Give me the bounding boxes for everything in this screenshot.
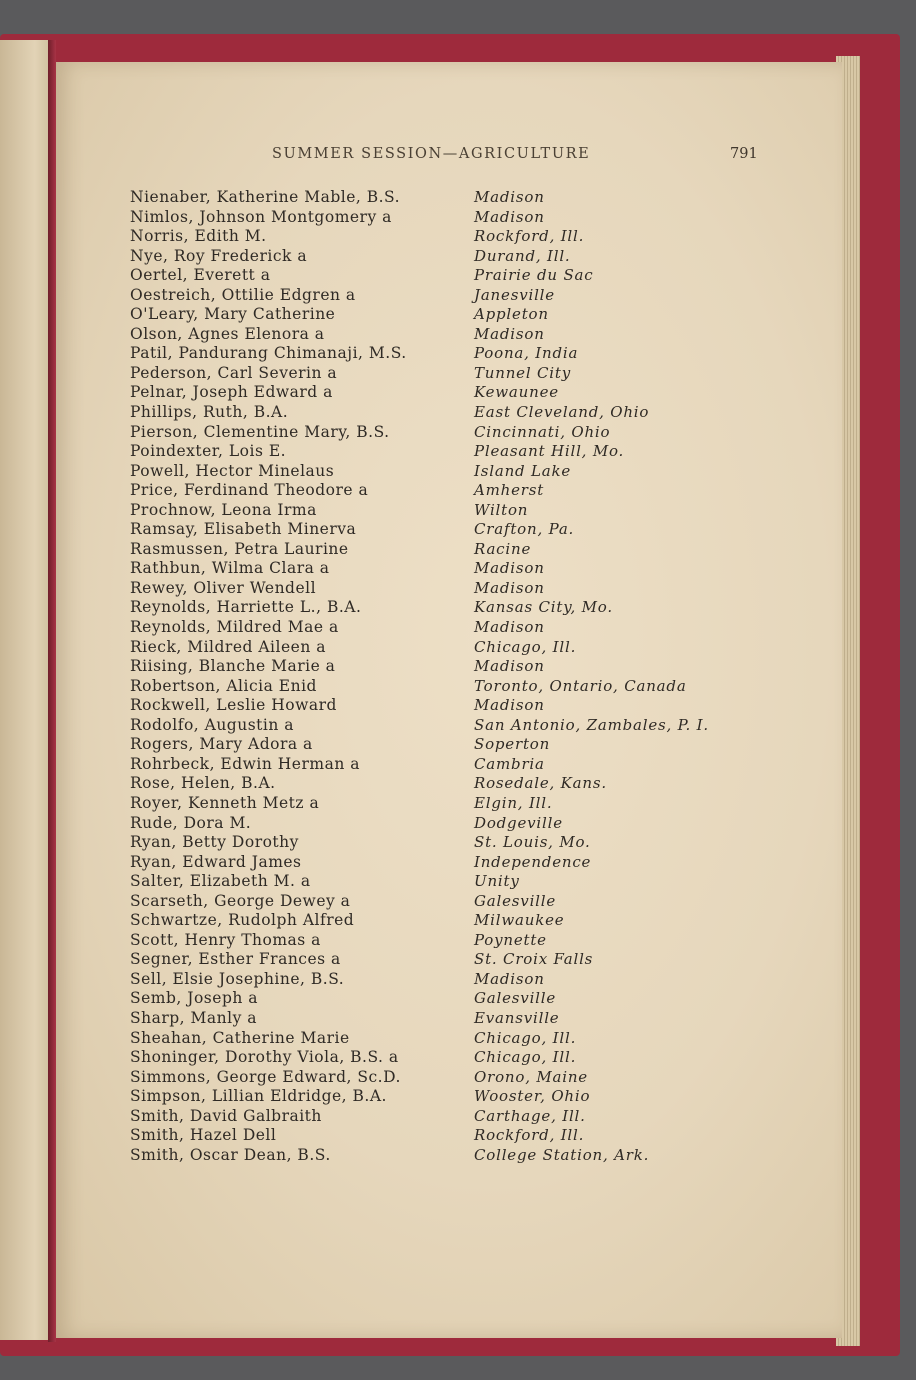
list-item [130,774,770,794]
student-name: Pierson, Clementine Mary, B.S. [130,422,390,441]
student-hometown: Wooster, Ohio [474,1087,591,1106]
student-name: Rodolfo, Augustin a [130,715,295,734]
student-hometown: Madison [474,618,545,637]
student-name: Nye, Roy Frederick a [130,246,308,265]
list-item [130,325,770,345]
list-item [130,520,770,540]
list-item [130,1126,770,1146]
student-name: Schwartze, Rudolph Alfred [130,911,355,930]
student-name: Salter, Elizabeth M. a [130,872,311,891]
student-hometown: Orono, Maine [474,1067,588,1086]
student-name: Sell, Elsie Josephine, B.S. [130,969,345,988]
student-hometown: Milwaukee [474,911,565,930]
student-name: Shoninger, Dorothy Viola, B.S. a [130,1048,399,1067]
list-item [130,892,770,912]
student-name: Rude, Dora M. [130,813,252,832]
student-hometown: Madison [474,324,545,343]
list-item [130,403,770,423]
student-hometown: Carthage, Ill. [474,1106,586,1125]
student-name: Smith, Hazel Dell [130,1126,277,1145]
student-hometown: Island Lake [474,461,572,480]
student-hometown: Rosedale, Kans. [474,774,607,793]
student-hometown: Amherst [474,481,545,500]
student-hometown: Galesville [474,989,557,1008]
student-name: Oertel, Everett a [130,266,271,285]
student-name: Ryan, Betty Dorothy [130,833,299,852]
student-name: O'Leary, Mary Catherine [130,305,336,324]
student-hometown: Madison [474,578,545,597]
list-item [130,696,770,716]
student-hometown: Janesville [474,285,555,304]
student-hometown: Prairie du Sac [474,266,594,285]
list-item [130,989,770,1009]
list-item [130,1048,770,1068]
student-hometown: Madison [474,188,545,206]
student-hometown: Madison [474,969,545,988]
list-item [130,598,770,618]
student-hometown: Chicago, Ill. [474,1028,577,1047]
list-item [130,950,770,970]
list-item [130,814,770,834]
student-name: Prochnow, Leona Irma [130,500,317,519]
list-item [130,540,770,560]
student-hometown: San Antonio, Zambales, P. I. [474,715,709,734]
list-item [130,364,770,384]
student-hometown: Dodgeville [474,813,563,832]
student-hometown: Madison [474,559,545,578]
student-name: Sharp, Manly a [130,1008,258,1027]
student-hometown: Madison [474,657,545,676]
list-item [130,423,770,443]
left-page-edge [0,40,50,1340]
student-hometown: Toronto, Ontario, Canada [474,676,687,695]
student-name: Poindexter, Lois E. [130,442,287,461]
list-item [130,266,770,286]
student-name: Pelnar, Joseph Edward a [130,383,333,402]
student-name: Rasmussen, Petra Laurine [130,539,349,558]
student-name: Rieck, Mildred Aileen a [130,637,326,656]
list-item [130,931,770,951]
student-name: Rogers, Mary Adora a [130,735,313,754]
student-hometown: East Cleveland, Ohio [474,403,650,422]
student-list [130,188,770,1165]
student-name: Rockwell, Leslie Howard [130,696,337,715]
list-item [130,1146,770,1166]
student-name: Powell, Hector Minelaus [130,461,335,480]
list-item [130,1009,770,1029]
student-name: Segner, Esther Frances a [130,950,341,969]
student-name: Rewey, Oliver Wendell [130,578,317,597]
running-head: SUMMER SESSION—AGRICULTURE [272,146,591,162]
student-name: Price, Ferdinand Theodore a [130,481,369,500]
list-item [130,481,770,501]
list-item [130,716,770,736]
student-hometown: Durand, Ill. [474,246,571,265]
list-item [130,344,770,364]
list-item [130,305,770,325]
student-hometown: Pleasant Hill, Mo. [474,442,625,461]
list-item [130,383,770,403]
student-hometown: Madison [474,696,545,715]
student-hometown: Poynette [474,930,547,949]
student-name: Ramsay, Elisabeth Minerva [130,520,357,539]
student-name: Nimlos, Johnson Montgomery a [130,207,392,226]
student-hometown: Chicago, Ill. [474,637,577,656]
list-item [130,1107,770,1127]
student-hometown: Madison [474,207,545,226]
student-name: Rathbun, Wilma Clara a [130,559,330,578]
student-name: Smith, David Galbraith [130,1106,322,1125]
student-hometown: Cambria [474,754,545,773]
list-item [130,1068,770,1088]
student-name: Olson, Agnes Elenora a [130,324,325,343]
book-gutter [48,40,56,1342]
student-hometown: Appleton [474,305,549,324]
student-name: Nienaber, Katherine Mable, B.S. [130,188,401,206]
student-name: Robertson, Alicia Enid [130,676,317,695]
student-hometown: Evansville [474,1008,560,1027]
student-hometown: St. Louis, Mo. [474,833,591,852]
student-name: Norris, Edith M. [130,227,267,246]
student-name: Simmons, George Edward, Sc.D. [130,1067,401,1086]
student-hometown: Unity [474,872,520,891]
list-item [130,794,770,814]
student-name: Rose, Helen, B.A. [130,774,276,793]
list-item [130,657,770,677]
list-item [130,755,770,775]
list-item [130,911,770,931]
student-name: Oestreich, Ottilie Edgren a [130,285,356,304]
list-item [130,247,770,267]
student-hometown: College Station, Ark. [474,1145,650,1164]
student-hometown: Racine [474,539,532,558]
student-hometown: Elgin, Ill. [474,793,553,812]
list-item [130,208,770,228]
list-item [130,735,770,755]
student-hometown: Rockford, Ill. [474,1126,585,1145]
student-name: Pederson, Carl Severin a [130,363,338,382]
list-item [130,1087,770,1107]
list-item [130,559,770,579]
student-name: Smith, Oscar Dean, B.S. [130,1145,331,1164]
list-item [130,677,770,697]
student-hometown: Kansas City, Mo. [474,598,613,617]
list-item [130,227,770,247]
student-name: Scarseth, George Dewey a [130,891,351,910]
student-name: Semb, Joseph a [130,989,259,1008]
student-hometown: Crafton, Pa. [474,520,575,539]
student-hometown: Soperton [474,735,551,754]
student-name: Royer, Kenneth Metz a [130,793,320,812]
student-name: Phillips, Ruth, B.A. [130,403,289,422]
list-item [130,501,770,521]
student-name: Rohrbeck, Edwin Herman a [130,754,360,773]
list-item [130,638,770,658]
list-item [130,1029,770,1049]
page-number: 791 [730,146,758,162]
list-item [130,970,770,990]
student-name: Reynolds, Mildred Mae a [130,618,339,637]
student-name: Ryan, Edward James [130,852,302,871]
list-item [130,579,770,599]
list-item [130,286,770,306]
student-name: Reynolds, Harriette L., B.A. [130,598,362,617]
student-hometown: Independence [474,852,592,871]
list-item [130,833,770,853]
list-item [130,188,770,208]
student-name: Riising, Blanche Marie a [130,657,336,676]
student-name: Scott, Henry Thomas a [130,930,321,949]
student-hometown: Kewaunee [474,383,559,402]
student-hometown: Galesville [474,891,557,910]
student-hometown: St. Croix Falls [474,950,594,969]
student-hometown: Rockford, Ill. [474,227,585,246]
list-item [130,618,770,638]
student-hometown: Chicago, Ill. [474,1048,577,1067]
student-name: Patil, Pandurang Chimanaji, M.S. [130,344,407,363]
list-item [130,442,770,462]
student-name: Sheahan, Catherine Marie [130,1028,350,1047]
list-item [130,853,770,873]
student-hometown: Wilton [474,500,529,519]
student-hometown: Poona, India [474,344,579,363]
student-hometown: Cincinnati, Ohio [474,422,611,441]
student-hometown: Tunnel City [474,363,572,382]
list-item [130,872,770,892]
list-item [130,462,770,482]
student-name: Simpson, Lillian Eldridge, B.A. [130,1087,387,1106]
